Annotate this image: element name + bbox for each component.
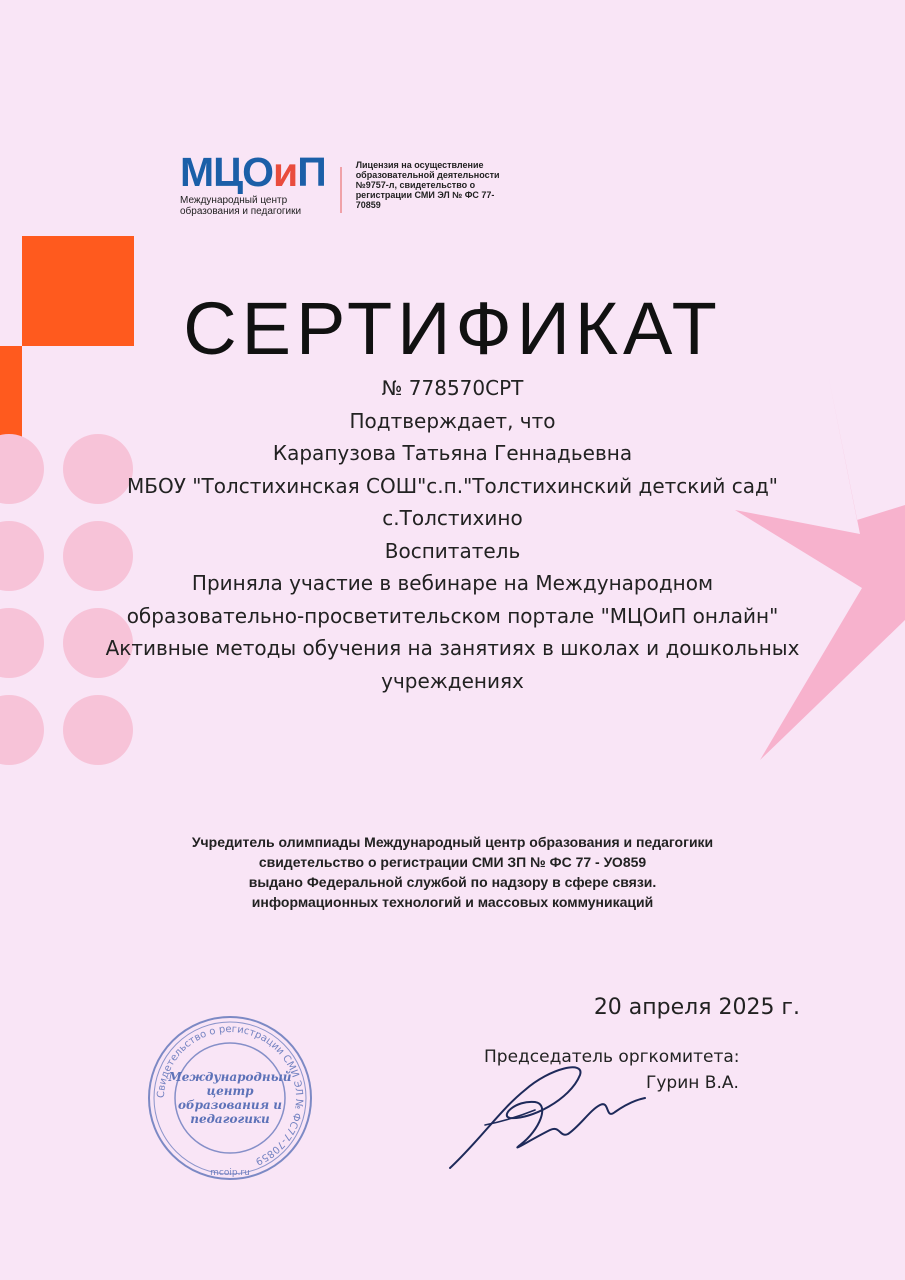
locality: с.Толстихино — [382, 506, 523, 530]
founder-note — [0, 832, 905, 912]
founder-line-4: информационных технологий и массовых коммуникаций — [251, 894, 654, 910]
logo-subtitle: Международный центр образования и педагогики — [180, 195, 302, 217]
confirms-text: Подтверждает, что — [349, 408, 556, 433]
position: Воспитатель — [384, 538, 521, 563]
license-text: Лицензия на осуществление образовательной деятельности №9757-л, свидетельство о регистрации СМИ ЭЛ № ФС 77-70859 — [355, 160, 500, 210]
participation-line-2: образовательно-просветительском портале "МЦОиП онлайн" — [126, 603, 779, 628]
issue-date: 20 апреля 2025 г. — [593, 995, 800, 1020]
organization-stamp — [145, 1013, 315, 1183]
certificate-title: СЕРТИФИКАТ — [183, 287, 722, 370]
logo — [180, 149, 326, 217]
founder-line-2: свидетельство о регистрации СМИ ЗП № ФС 77 - УО859 — [258, 854, 647, 870]
chair-name: Гурин В.А. — [646, 1073, 739, 1093]
chair-signature — [440, 1050, 650, 1180]
certificate-number: № 778570СРТ — [381, 376, 524, 400]
stamp-site: mcoip.ru — [210, 1168, 250, 1178]
founder-line-3: выдано Федеральной службой по надзору в сфере связи. — [248, 874, 657, 890]
topic-line-2: учреждениях — [381, 668, 524, 693]
logo-wordmark: МЦОиП — [180, 149, 326, 195]
stamp-center-line-1: Международный — [168, 1070, 292, 1084]
chair-title: Председатель оргкомитета: — [484, 1047, 740, 1067]
stamp-center-line-3: образования и — [177, 1098, 283, 1112]
certificate-body — [40, 372, 865, 697]
header-logo-block — [180, 149, 516, 217]
logo-divider — [340, 167, 342, 213]
stamp-ring-text: Свидетельство о регистрации СМИ ЭЛ № ФС77-70859 — [155, 1023, 305, 1167]
recipient-name: Карапузова Татьяна Геннадьевна — [272, 441, 633, 465]
topic-line-1: Активные методы обучения на занятиях в школах и дошкольных — [105, 636, 800, 660]
organization-name: МБОУ "Толстихинская СОШ"с.п."Толстихинский детский сад" — [127, 473, 778, 498]
participation-line-1: Приняла участие в вебинаре на Международном — [191, 571, 714, 595]
stamp-center-line-4: педагогики — [190, 1112, 270, 1126]
founder-line-1: Учредитель олимпиады Международный центр образования и педагогики — [191, 834, 714, 850]
stamp-center-line-2: центр — [206, 1084, 254, 1098]
